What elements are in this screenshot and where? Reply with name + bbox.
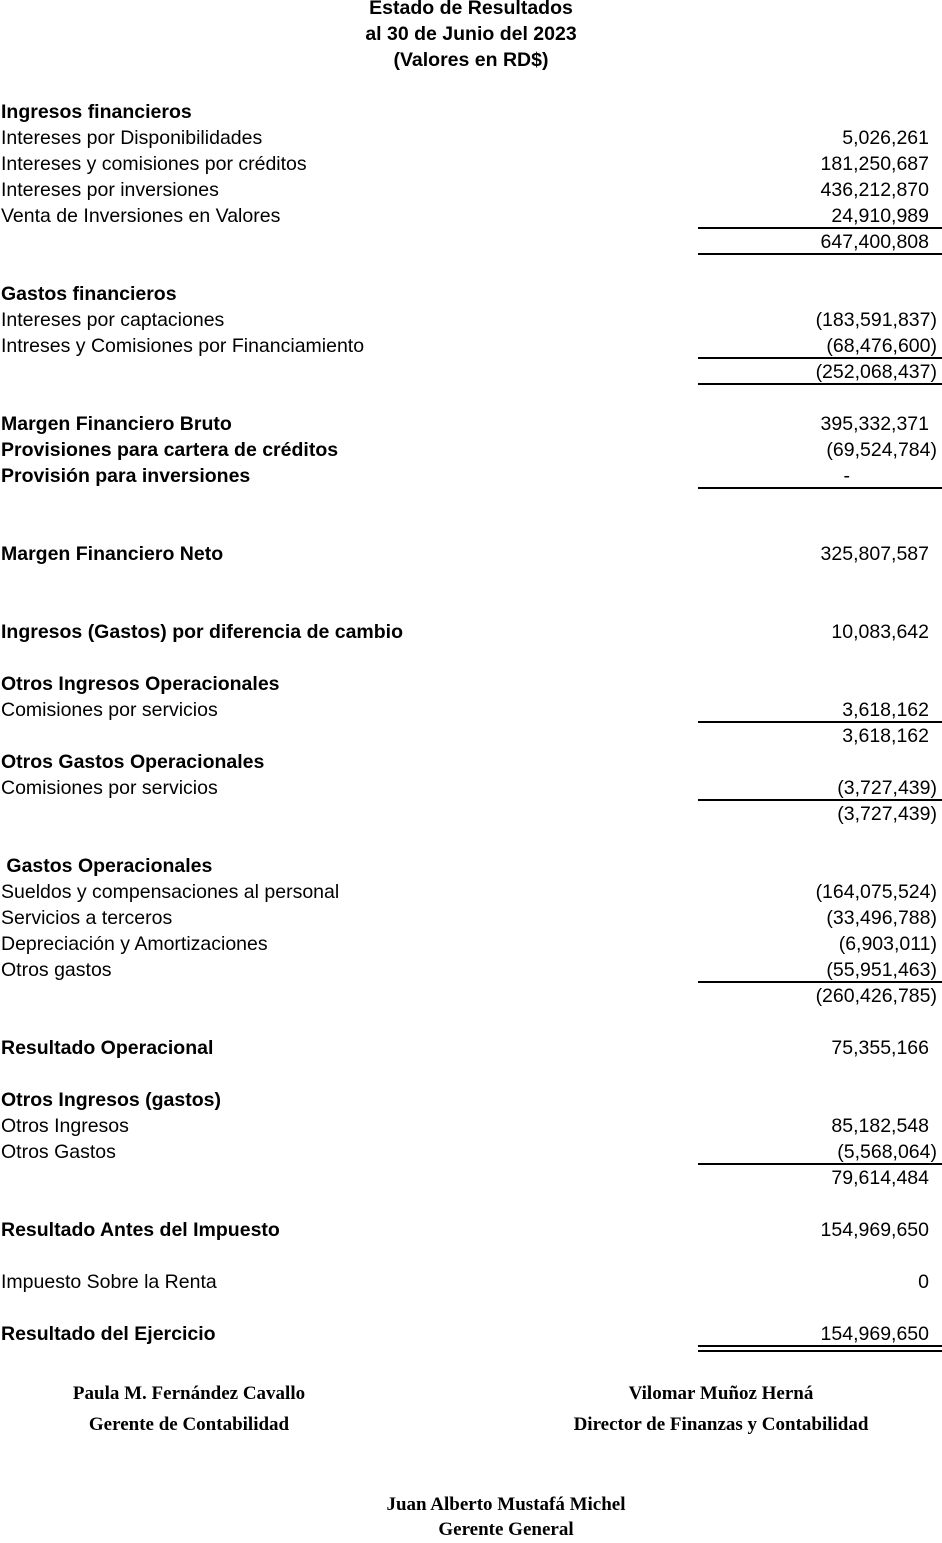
line-item-amount: 85,182,548 xyxy=(831,1115,929,1137)
line-item-amount: 75,355,166 xyxy=(831,1037,929,1059)
line-item xyxy=(0,775,942,801)
signatory-name: Vilomar Muñoz Herná xyxy=(628,1383,814,1404)
statement-title: Estado de Resultados xyxy=(369,0,573,19)
statement-currency: (Valores en RD$) xyxy=(393,49,549,71)
subtotal-rule xyxy=(698,253,942,255)
section-heading-otros-gastos-operacionales xyxy=(0,749,942,775)
subtotal-row xyxy=(0,1165,942,1191)
line-item-amount: (3,727,439) xyxy=(837,777,937,799)
subtotal-row xyxy=(0,359,942,385)
subtotal-amount: 3,618,162 xyxy=(842,725,929,747)
subtotal-amount: 79,614,484 xyxy=(831,1167,929,1189)
line-item xyxy=(0,333,942,359)
line-item xyxy=(0,1113,942,1139)
resultado-antes-impuesto-row xyxy=(0,1217,942,1243)
subtotal-rule xyxy=(698,383,942,385)
line-item-label: Resultado Operacional xyxy=(1,1037,214,1059)
subtotal-amount: 647,400,808 xyxy=(820,231,929,253)
section-heading-gastos-financieros xyxy=(0,281,942,307)
signature-block-contabilidad xyxy=(30,1381,348,1438)
line-item xyxy=(0,957,942,983)
line-item-label: Intreses y Comisiones por Financiamiento xyxy=(1,335,365,357)
signatory-title: Gerente General xyxy=(438,1519,574,1540)
line-item-amount: (183,591,837) xyxy=(815,309,937,331)
line-item-label: Resultado Antes del Impuesto xyxy=(1,1219,280,1241)
line-item-label: Impuesto Sobre la Renta xyxy=(1,1271,217,1293)
line-item-amount: 0 xyxy=(918,1271,929,1293)
line-item-label: Otros gastos xyxy=(1,959,112,981)
line-item xyxy=(0,931,942,957)
line-item-label: Intereses por captaciones xyxy=(1,309,225,331)
signatory-name: Paula M. Fernández Cavallo xyxy=(72,1383,306,1404)
line-item-label: Intereses y comisiones por créditos xyxy=(1,153,307,175)
line-item-label: Otros Gastos xyxy=(1,1141,116,1163)
line-item-label: Depreciación y Amortizaciones xyxy=(1,933,268,955)
final-double-rule xyxy=(698,1345,942,1352)
line-item-amount: (55,951,463) xyxy=(826,959,937,981)
line-item-amount: 5,026,261 xyxy=(842,127,929,149)
line-item-label: Intereses por inversiones xyxy=(1,179,219,201)
line-item xyxy=(0,151,942,177)
signatory-name: Juan Alberto Mustafá Michel xyxy=(386,1494,626,1515)
line-item-amount: 181,250,687 xyxy=(820,153,929,175)
line-item xyxy=(0,177,942,203)
subtotal-amount: (260,426,785) xyxy=(815,985,937,1007)
line-item-label: Servicios a terceros xyxy=(1,907,173,929)
line-item-amount: (33,496,788) xyxy=(826,907,937,929)
line-item-amount: (164,075,524) xyxy=(815,881,937,903)
line-item-label: Resultado del Ejercicio xyxy=(1,1323,216,1345)
section-heading-label: Gastos Operacionales xyxy=(1,855,213,877)
subtotal-amount: (252,068,437) xyxy=(815,361,937,383)
line-item-amount: 24,910,989 xyxy=(831,205,929,227)
line-item xyxy=(0,203,942,229)
section-heading-otros-ingresos-operacionales xyxy=(0,671,942,697)
subtotal-amount: (3,727,439) xyxy=(837,803,937,825)
line-item-amount: (5,568,064) xyxy=(837,1141,937,1163)
provisiones-cartera-row xyxy=(0,437,942,463)
line-item-amount: 154,969,650 xyxy=(820,1219,929,1241)
line-item-label: Margen Financiero Neto xyxy=(1,543,224,565)
line-item-amount: (68,476,600) xyxy=(826,335,937,357)
section-heading-label: Otros Gastos Operacionales xyxy=(1,751,265,773)
line-item-label: Comisiones por servicios xyxy=(1,777,218,799)
line-item xyxy=(0,879,942,905)
signatory-title: Director de Finanzas y Contabilidad xyxy=(573,1414,869,1435)
resultado-ejercicio-row xyxy=(0,1321,942,1347)
line-item-label: Margen Financiero Bruto xyxy=(1,413,232,435)
subtotal-rule xyxy=(698,487,942,489)
line-item-label: Venta de Inversiones en Valores xyxy=(1,205,281,227)
section-heading-label: Otros Ingresos (gastos) xyxy=(1,1089,221,1111)
signature-block-gerente-general xyxy=(336,1492,676,1543)
margen-bruto-row xyxy=(0,411,942,437)
line-item-amount: 3,618,162 xyxy=(842,699,929,721)
section-heading-ingresos-financieros xyxy=(0,99,942,125)
line-item-label: Intereses por Disponibilidades xyxy=(1,127,263,149)
line-item xyxy=(0,307,942,333)
provision-inversiones-row xyxy=(0,463,942,489)
section-heading-label: Gastos financieros xyxy=(1,283,177,305)
signature-block-finanzas xyxy=(540,1381,902,1438)
section-heading-label: Otros Ingresos Operacionales xyxy=(1,673,280,695)
line-item-amount: (6,903,011) xyxy=(838,933,937,955)
line-item xyxy=(0,697,942,723)
line-item xyxy=(0,905,942,931)
line-item-amount: (69,524,784) xyxy=(826,439,937,461)
section-heading-label: Ingresos financieros xyxy=(1,101,192,123)
line-item-label: Provisiones para cartera de créditos xyxy=(1,439,339,461)
line-item-label: Provisión para inversiones xyxy=(1,465,251,487)
subtotal-row xyxy=(0,723,942,749)
impuesto-renta-row xyxy=(0,1269,942,1295)
subtotal-row xyxy=(0,983,942,1009)
resultado-operacional-row xyxy=(0,1035,942,1061)
line-item-amount: - xyxy=(843,465,850,487)
line-item-label: Comisiones por servicios xyxy=(1,699,218,721)
line-item-label: Ingresos (Gastos) por diferencia de cambio xyxy=(1,621,404,643)
statement-date: al 30 de Junio del 2023 xyxy=(365,23,577,45)
line-item-amount: 10,083,642 xyxy=(831,621,929,643)
section-heading-gastos-operacionales xyxy=(0,853,942,879)
diferencia-cambio-row xyxy=(0,619,942,645)
line-item-amount: 325,807,587 xyxy=(820,543,929,565)
margen-neto-row xyxy=(0,541,942,567)
line-item xyxy=(0,125,942,151)
line-item-label: Sueldos y compensaciones al personal xyxy=(1,881,340,903)
subtotal-row xyxy=(0,801,942,827)
line-item-amount: 154,969,650 xyxy=(820,1323,929,1345)
subtotal-row xyxy=(0,229,942,255)
line-item-label: Otros Ingresos xyxy=(1,1115,129,1137)
line-item-amount: 395,332,371 xyxy=(820,413,929,435)
line-item-amount: 436,212,870 xyxy=(820,179,929,201)
line-item xyxy=(0,1139,942,1165)
section-heading-otros-ingresos-gastos xyxy=(0,1087,942,1113)
signatory-title: Gerente de Contabilidad xyxy=(88,1414,290,1435)
